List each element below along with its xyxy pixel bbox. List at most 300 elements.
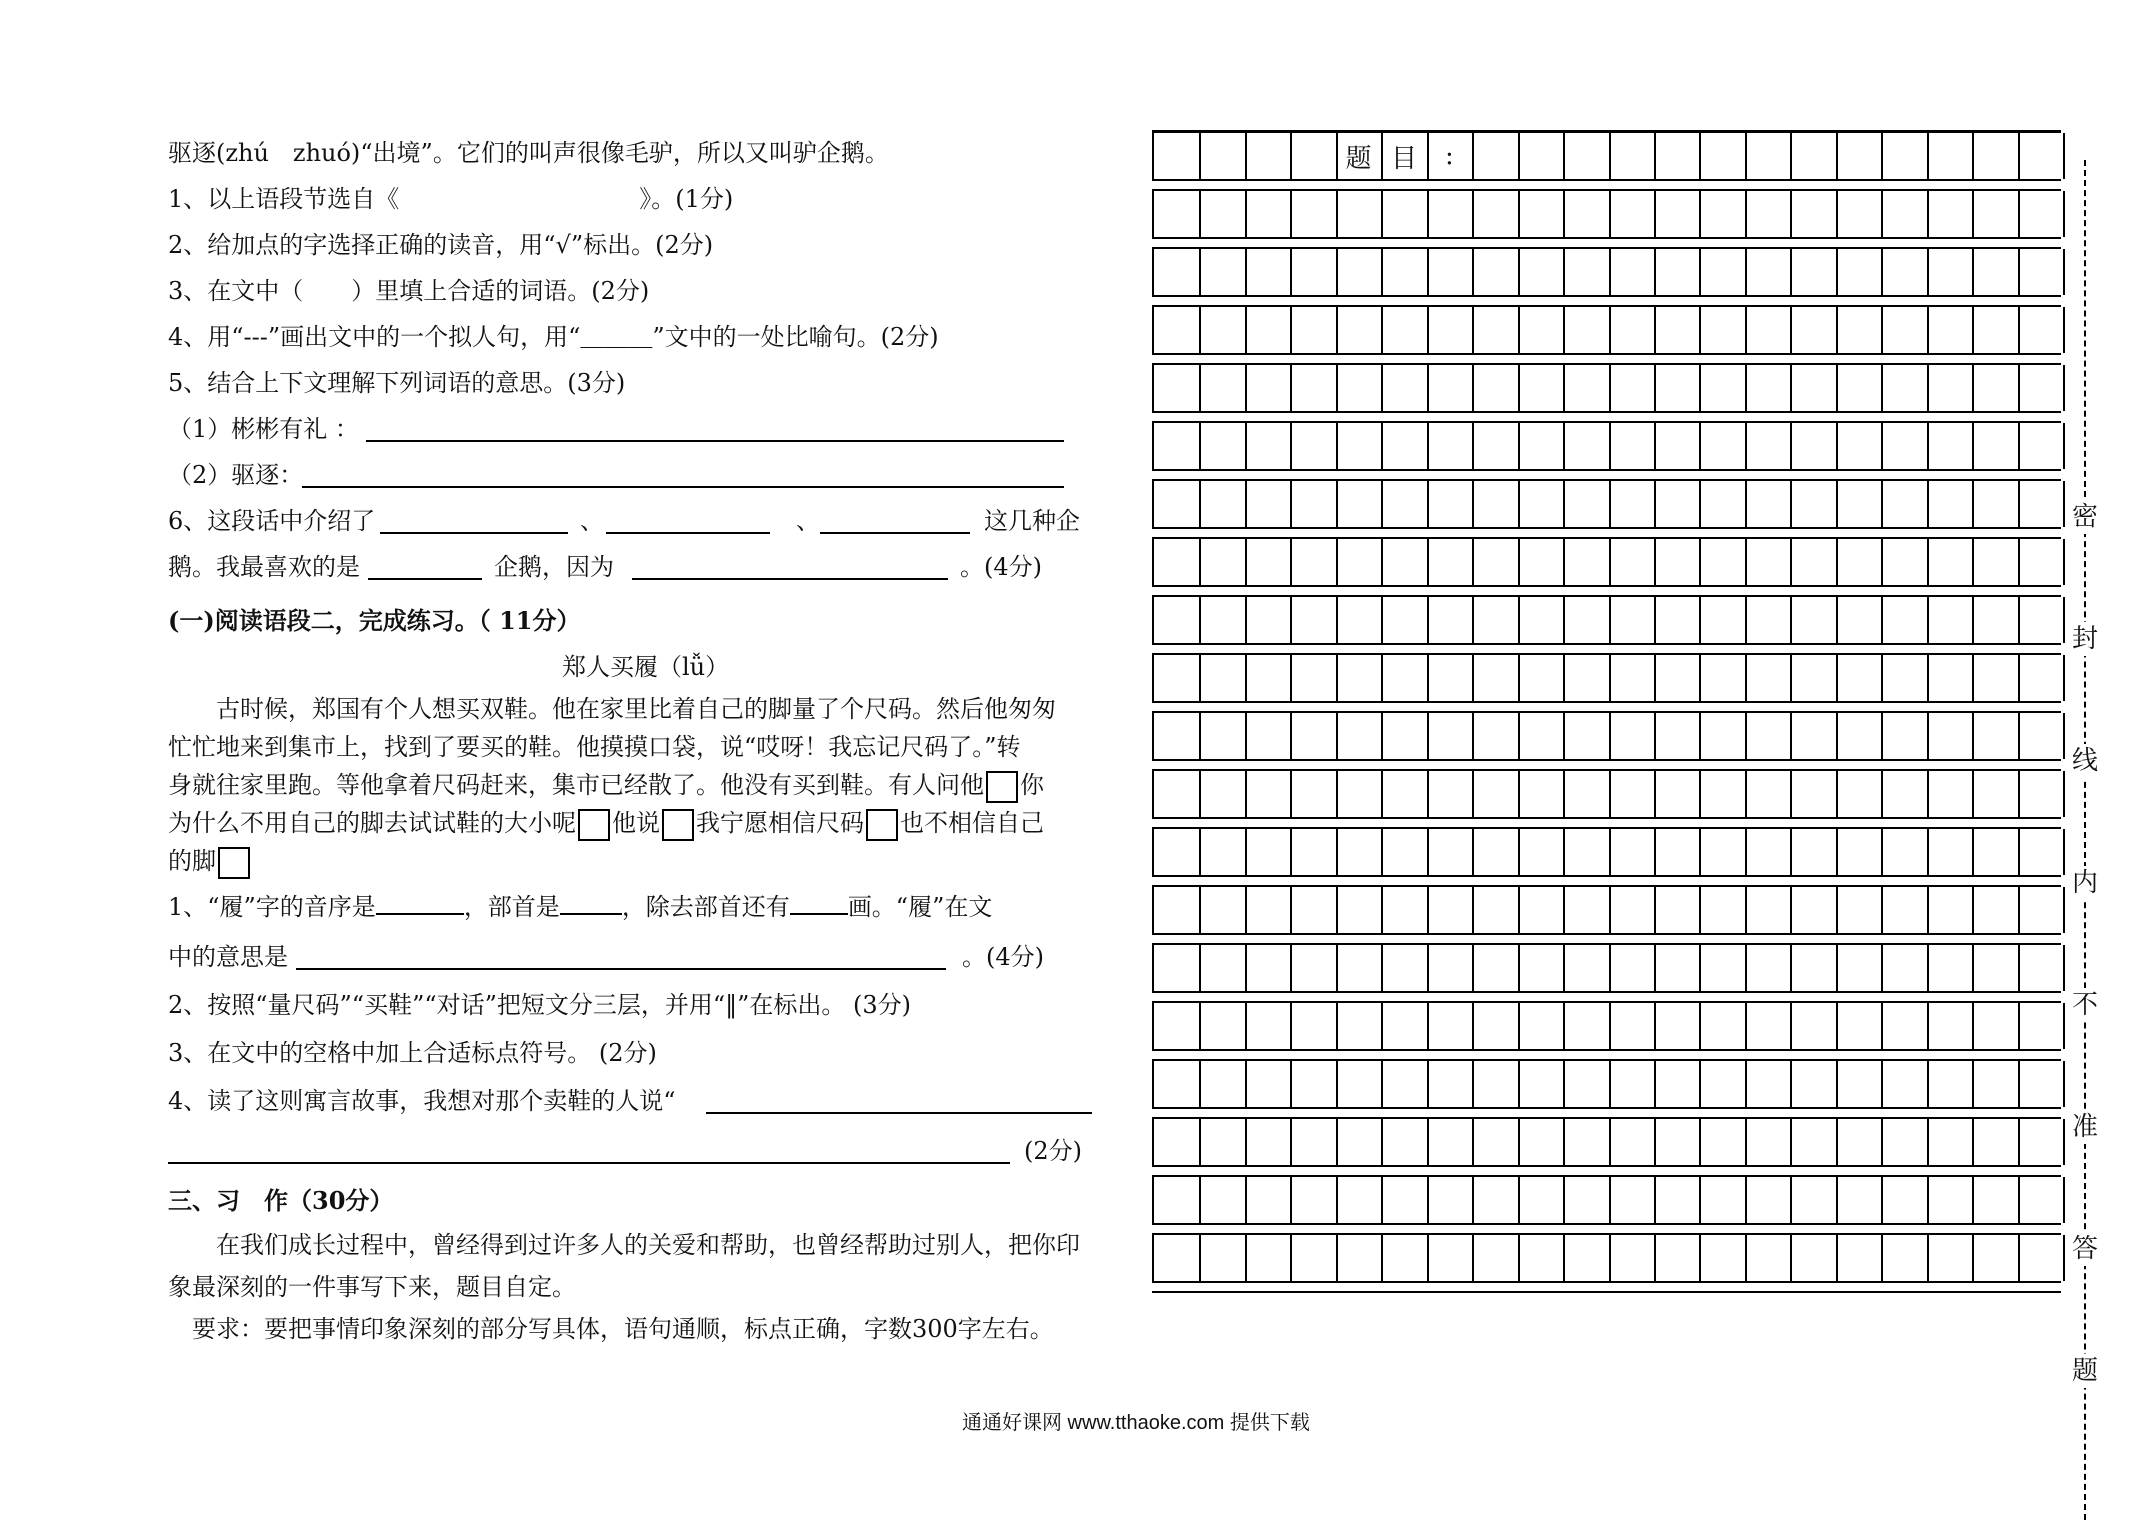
grid-cell-divider <box>1290 1003 1292 1049</box>
grid-cell-divider <box>1290 771 1292 817</box>
grid-cell-divider <box>1654 539 1656 585</box>
grid-cell-divider <box>1290 655 1292 701</box>
grid-cell-divider <box>1745 307 1747 353</box>
answer-line-6-1[interactable] <box>380 532 568 534</box>
grid-cell-divider <box>1836 945 1838 991</box>
grid-cell-divider <box>1336 481 1338 527</box>
grid-cell-divider <box>1290 1235 1292 1281</box>
grid-cell-divider <box>1518 713 1520 759</box>
grid-cell-divider <box>1427 539 1429 585</box>
grid-cell-divider <box>1563 945 1565 991</box>
grid-cell-divider <box>1972 365 1974 411</box>
grid-row[interactable] <box>1152 365 2065 411</box>
writing-prompt-1: 在我们成长过程中，曾经得到过许多人的关爱和帮助，也曾经帮助过别人，把你印 <box>216 1231 1080 1259</box>
grid-cell-divider <box>1290 829 1292 875</box>
grid-cell-divider <box>2018 307 2020 353</box>
grid-cell-divider <box>1245 945 1247 991</box>
grid-cell-divider <box>1563 133 1565 179</box>
grid-cell-divider <box>1927 539 1929 585</box>
grid-cell-divider <box>1745 1235 1747 1281</box>
story-line-3-text: 身就往家里跑。等他拿着尺码赶来，集市已经散了。他没有买到鞋。有人问他 <box>168 771 984 799</box>
reading-q3: 3、在文中的空格中加上合适标点符号。 (2分) <box>168 1039 657 1067</box>
grid-cell-divider <box>1972 1177 1974 1223</box>
grid-cell-divider <box>1427 423 1429 469</box>
grid-cell-divider <box>1199 597 1201 643</box>
grid-cell-divider <box>1563 191 1565 237</box>
grid-cell-divider <box>1745 423 1747 469</box>
grid-cell-divider <box>2018 191 2020 237</box>
reading-q4-score: (2分) <box>1024 1137 1082 1165</box>
grid-cell-divider <box>1427 655 1429 701</box>
grid-cell-divider <box>1245 887 1247 933</box>
grid-cell-divider <box>1745 539 1747 585</box>
composition-grid[interactable] <box>1152 130 2061 1293</box>
punctuation-box[interactable] <box>578 809 610 841</box>
grid-cell-divider <box>1745 655 1747 701</box>
grid-cell-divider <box>1381 597 1383 643</box>
grid-row-gap <box>1152 703 2061 711</box>
question-5-2-label: （2）驱逐： <box>168 461 304 489</box>
grid-cell-divider <box>1654 887 1656 933</box>
grid-cell-divider <box>1472 423 1474 469</box>
grid-row-gap <box>1152 1109 2061 1117</box>
grid-cell-divider <box>1609 1235 1611 1281</box>
grid-cell-divider <box>1745 829 1747 875</box>
grid-cell-divider <box>1927 365 1929 411</box>
grid-cell-divider <box>1336 1119 1338 1165</box>
grid-row[interactable] <box>1152 1235 2065 1281</box>
grid-cell-divider <box>1881 365 1883 411</box>
grid-cell-divider <box>1245 481 1247 527</box>
grid-cell-divider <box>1336 365 1338 411</box>
grid-row[interactable] <box>1152 597 2065 643</box>
punctuation-box[interactable] <box>662 809 694 841</box>
grid-cell-divider <box>1790 771 1792 817</box>
grid-cell-divider <box>1609 945 1611 991</box>
grid-cell-divider <box>1199 887 1201 933</box>
q6-sep2: 、 <box>796 507 820 535</box>
grid-row-gap <box>1152 1225 2061 1233</box>
grid-cell-divider <box>1699 1235 1701 1281</box>
story-line-2: 忙忙地来到集市上，找到了要买的鞋。他摸摸口袋，说“哎呀！我忘记尺码了。”转 <box>168 733 1021 761</box>
seal-dashed-line <box>2084 160 2086 1520</box>
punctuation-box[interactable] <box>218 847 250 879</box>
grid-cell-divider <box>1427 481 1429 527</box>
grid-cell-divider <box>1563 249 1565 295</box>
grid-cell-divider <box>1381 713 1383 759</box>
grid-cell-divider <box>2018 249 2020 295</box>
grid-cell-divider <box>1563 539 1565 585</box>
grid-cell-divider <box>1563 597 1565 643</box>
grid-row-gap <box>1152 471 2061 479</box>
grid-cell-divider <box>1836 597 1838 643</box>
grid-row[interactable] <box>1152 1177 2065 1223</box>
grid-row[interactable] <box>1152 307 2065 353</box>
grid-cell-divider <box>1881 539 1883 585</box>
grid-cell-divider <box>1881 481 1883 527</box>
grid-cell-divider <box>1472 249 1474 295</box>
grid-cell-divider <box>1927 597 1929 643</box>
grid-cell-divider <box>1699 481 1701 527</box>
question-5-1-label: （1）彬彬有礼 ： <box>168 415 359 443</box>
reading-q1-line2: 中的意思是 <box>168 943 288 971</box>
answer-blank-yinxu[interactable] <box>376 913 464 915</box>
grid-cell-divider <box>1699 1003 1701 1049</box>
grid-cell-divider <box>1199 249 1201 295</box>
grid-cell-divider <box>2018 1003 2020 1049</box>
grid-cell-divider <box>1972 1119 1974 1165</box>
grid-cell-divider <box>1745 249 1747 295</box>
grid-cell-divider <box>1790 365 1792 411</box>
grid-cell-divider <box>1563 713 1565 759</box>
grid-cell-divider <box>1745 597 1747 643</box>
grid-cell-divider <box>1881 771 1883 817</box>
grid-cell-divider <box>1836 771 1838 817</box>
grid-cell-divider <box>1745 713 1747 759</box>
grid-cell-divider <box>1745 1119 1747 1165</box>
grid-cell-divider <box>1336 1235 1338 1281</box>
grid-cell-divider <box>1927 945 1929 991</box>
grid-cell-divider <box>1790 423 1792 469</box>
grid-cell-divider <box>1790 1119 1792 1165</box>
grid-cell-divider <box>1836 365 1838 411</box>
reading-heading: (一)阅读语段二，完成练习。（ 11分） <box>168 606 581 635</box>
grid-cell-divider <box>1199 945 1201 991</box>
grid-cell-divider <box>1972 1061 1974 1107</box>
grid-cell-divider <box>1245 539 1247 585</box>
grid-cell-divider <box>1563 655 1565 701</box>
grid-cell-divider <box>1836 133 1838 179</box>
grid-cell-divider <box>1290 191 1292 237</box>
grid-cell-divider <box>1927 713 1929 759</box>
seal-char: 密 <box>2071 502 2098 532</box>
grid-cell-divider <box>1745 133 1747 179</box>
answer-line-q4-1[interactable] <box>706 1112 1092 1114</box>
grid-row[interactable] <box>1152 1119 2065 1165</box>
grid-cell-divider <box>1972 481 1974 527</box>
grid-cell-divider <box>1381 655 1383 701</box>
grid-cell-divider <box>1699 713 1701 759</box>
grid-cell-divider <box>1881 597 1883 643</box>
grid-cell-divider <box>1836 249 1838 295</box>
grid-cell-divider <box>1381 249 1383 295</box>
grid-row[interactable] <box>1152 191 2065 237</box>
grid-cell-divider <box>1972 307 1974 353</box>
grid-row-gap <box>1152 1283 2061 1291</box>
answer-line-5-1[interactable] <box>366 440 1064 442</box>
answer-line-6-5[interactable] <box>632 578 948 580</box>
grid-row[interactable] <box>1152 771 2065 817</box>
grid-cell-divider <box>1927 829 1929 875</box>
grid-cell-divider <box>1745 1177 1747 1223</box>
grid-cell-divider <box>2018 133 2020 179</box>
grid-cell-divider <box>1245 1119 1247 1165</box>
grid-cell-divider <box>1790 1177 1792 1223</box>
punctuation-box[interactable] <box>866 809 898 841</box>
grid-cell-divider <box>1654 771 1656 817</box>
grid-cell-divider <box>1927 481 1929 527</box>
grid-cell-divider <box>2018 481 2020 527</box>
grid-title-char: : <box>1445 141 1454 171</box>
grid-cell-divider <box>1654 1003 1656 1049</box>
story-line-4-b: 他说 <box>612 809 660 837</box>
grid-cell-divider <box>1199 481 1201 527</box>
grid-row[interactable] <box>1152 249 2065 295</box>
grid-cell-divider <box>1381 423 1383 469</box>
grid-row-rule <box>1152 1291 2061 1293</box>
seal-char: 内 <box>2071 868 2098 898</box>
grid-cell-divider <box>1290 481 1292 527</box>
grid-cell-divider <box>1790 307 1792 353</box>
grid-cell-divider <box>1563 423 1565 469</box>
grid-cell-divider <box>1199 365 1201 411</box>
r1-c: ，除去部首还有 <box>621 893 790 921</box>
grid-cell-divider <box>1836 1003 1838 1049</box>
grid-cell-divider <box>2018 1235 2020 1281</box>
grid-cell-divider <box>1699 249 1701 295</box>
grid-cell-divider <box>1790 597 1792 643</box>
answer-line-meaning[interactable] <box>296 968 946 970</box>
grid-cell-divider <box>1927 655 1929 701</box>
grid-cell-divider <box>1290 365 1292 411</box>
grid-cell-divider <box>1290 1119 1292 1165</box>
grid-cell-divider <box>2018 713 2020 759</box>
grid-cell-divider <box>1563 307 1565 353</box>
answer-line-6-3[interactable] <box>820 532 970 534</box>
grid-cell-divider <box>1336 597 1338 643</box>
grid-row[interactable] <box>1152 887 2065 933</box>
grid-cell-divider <box>1518 771 1520 817</box>
grid-cell-divider <box>1563 481 1565 527</box>
grid-cell-divider <box>1836 713 1838 759</box>
grid-cell-divider <box>1427 829 1429 875</box>
grid-cell-divider <box>1609 365 1611 411</box>
grid-cell-divider <box>1699 771 1701 817</box>
grid-cell-divider <box>1290 597 1292 643</box>
grid-row[interactable] <box>1152 829 2065 875</box>
grid-cell-divider <box>1518 1119 1520 1165</box>
answer-line-6-2[interactable] <box>606 532 770 534</box>
grid-cell-divider <box>1881 829 1883 875</box>
grid-cell-divider <box>1609 713 1611 759</box>
grid-cell-divider <box>1699 597 1701 643</box>
question-2: 2、给加点的字选择正确的读音，用“√”标出。(2分) <box>168 231 714 259</box>
reading-q1-score: 。(4分) <box>962 943 1044 971</box>
grid-cell-divider <box>2018 945 2020 991</box>
grid-cell-divider <box>1790 249 1792 295</box>
grid-row[interactable] <box>1152 539 2065 585</box>
grid-row[interactable] <box>1152 1061 2065 1107</box>
grid-cell-divider <box>1381 307 1383 353</box>
grid-cell-divider <box>1563 365 1565 411</box>
grid-cell-divider <box>1927 771 1929 817</box>
grid-cell-divider <box>1927 307 1929 353</box>
story-line-5 <box>168 846 252 879</box>
grid-cell-divider <box>1881 1061 1883 1107</box>
grid-cell-divider <box>1790 539 1792 585</box>
grid-cell-divider <box>1881 1119 1883 1165</box>
answer-line-q4-2[interactable] <box>168 1162 1010 1164</box>
story-line-4-c: 我宁愿相信尺码 <box>696 809 864 837</box>
grid-cell-divider <box>1654 365 1656 411</box>
grid-cell-divider <box>1427 887 1429 933</box>
grid-cell-divider <box>1472 945 1474 991</box>
grid-cell-divider <box>1654 1061 1656 1107</box>
grid-cell-divider <box>1245 829 1247 875</box>
grid-row[interactable] <box>1152 133 2065 179</box>
question-3: 3、在文中（ ）里填上合适的词语。(2分) <box>168 277 650 305</box>
grid-cell-divider <box>1927 423 1929 469</box>
grid-title-char: 目 <box>1390 143 1417 174</box>
grid-cell-divider <box>1609 597 1611 643</box>
answer-blank-hua[interactable] <box>790 913 848 915</box>
grid-cell-divider <box>1472 191 1474 237</box>
grid-cell-divider <box>1609 1061 1611 1107</box>
grid-cell-divider <box>1518 1003 1520 1049</box>
grid-cell-divider <box>1518 307 1520 353</box>
passage-end-line: 驱逐(zhú zhuó)“出境”。它们的叫声很像毛驴，所以又叫驴企鹅。 <box>168 139 889 167</box>
grid-row[interactable] <box>1152 1003 2065 1049</box>
grid-cell-divider <box>1518 945 1520 991</box>
grid-cell-divider <box>1699 1177 1701 1223</box>
grid-cell-divider <box>1381 1119 1383 1165</box>
grid-cell-divider <box>1245 423 1247 469</box>
grid-row[interactable] <box>1152 655 2065 701</box>
grid-cell-divider <box>1563 1003 1565 1049</box>
grid-cell-divider <box>1427 307 1429 353</box>
grid-cell-divider <box>1654 307 1656 353</box>
grid-cell-divider <box>1290 887 1292 933</box>
grid-cell-divider <box>1745 1003 1747 1049</box>
answer-blank-bushou[interactable] <box>560 913 622 915</box>
grid-cell-divider <box>1199 771 1201 817</box>
grid-cell-divider <box>1609 1003 1611 1049</box>
grid-cell-divider <box>1609 249 1611 295</box>
answer-line-6-4[interactable] <box>368 578 482 580</box>
grid-cell-divider <box>1336 771 1338 817</box>
grid-cell-divider <box>1745 365 1747 411</box>
grid-cell-divider <box>1290 945 1292 991</box>
grid-cell-divider <box>1245 307 1247 353</box>
grid-cell-divider <box>2018 539 2020 585</box>
grid-cell-divider <box>1790 1235 1792 1281</box>
grid-cell-divider <box>1836 1061 1838 1107</box>
grid-row[interactable] <box>1152 481 2065 527</box>
punctuation-box[interactable] <box>986 771 1018 803</box>
grid-cell-divider <box>1927 1119 1929 1165</box>
grid-cell-divider <box>1245 1177 1247 1223</box>
grid-cell-divider <box>1881 249 1883 295</box>
grid-cell-divider <box>1381 191 1383 237</box>
grid-cell-divider <box>1790 945 1792 991</box>
grid-cell-divider <box>1381 1061 1383 1107</box>
grid-cell-divider <box>1654 945 1656 991</box>
grid-cell-divider <box>1699 307 1701 353</box>
grid-cell-divider <box>1518 1061 1520 1107</box>
grid-cell-divider <box>1972 133 1974 179</box>
seal-char: 封 <box>2071 624 2098 654</box>
grid-cell-divider <box>1472 1235 1474 1281</box>
grid-cell-divider <box>1836 1177 1838 1223</box>
grid-row[interactable] <box>1152 713 2065 759</box>
grid-cell-divider <box>1881 1177 1883 1223</box>
grid-cell-divider <box>1427 1119 1429 1165</box>
grid-cell-divider <box>1654 423 1656 469</box>
grid-cell-divider <box>1518 249 1520 295</box>
grid-cell-divider <box>1609 539 1611 585</box>
grid-cell-divider <box>1881 307 1883 353</box>
question-5: 5、结合上下文理解下列词语的意思。(3分) <box>168 369 626 397</box>
grid-cell-divider <box>1518 597 1520 643</box>
grid-cell-divider <box>1972 655 1974 701</box>
grid-cell-divider <box>1654 481 1656 527</box>
reading-q1-line1 <box>168 892 992 922</box>
grid-cell-divider <box>1245 1003 1247 1049</box>
grid-row-gap <box>1152 239 2061 247</box>
grid-cell-divider <box>1472 539 1474 585</box>
grid-cell-divider <box>1199 1003 1201 1049</box>
grid-cell-divider <box>1790 887 1792 933</box>
grid-cell-divider <box>1745 1061 1747 1107</box>
grid-cell-divider <box>1427 1061 1429 1107</box>
grid-cell-divider <box>1518 539 1520 585</box>
grid-cell-divider <box>1699 655 1701 701</box>
grid-cell-divider <box>1245 1061 1247 1107</box>
grid-cell-divider <box>1836 887 1838 933</box>
question-6-start: 6、这段话中介绍了 <box>168 507 376 535</box>
reading-q4: 4、读了这则寓言故事，我想对那个卖鞋的人说“ <box>168 1087 676 1115</box>
grid-cell-divider <box>1654 655 1656 701</box>
grid-row-gap <box>1152 993 2061 1001</box>
grid-cell-divider <box>2018 365 2020 411</box>
grid-row-gap <box>1152 819 2061 827</box>
grid-row-gap <box>1152 587 2061 595</box>
grid-cell-divider <box>1699 1119 1701 1165</box>
grid-cell-divider <box>1336 539 1338 585</box>
grid-cell-divider <box>1972 887 1974 933</box>
grid-cell-divider <box>1336 1177 1338 1223</box>
grid-cell-divider <box>1381 945 1383 991</box>
grid-cell-divider <box>1381 1003 1383 1049</box>
seal-char: 答 <box>2071 1234 2098 1264</box>
grid-cell-divider <box>1881 713 1883 759</box>
grid-row[interactable] <box>1152 423 2065 469</box>
grid-cell-divider <box>1609 829 1611 875</box>
grid-cell-divider <box>1427 771 1429 817</box>
grid-cell-divider <box>1609 423 1611 469</box>
grid-cell-divider <box>1427 191 1429 237</box>
grid-cell-divider <box>1336 887 1338 933</box>
grid-cell-divider <box>1972 771 1974 817</box>
q6-sep1: 、 <box>580 507 604 535</box>
grid-cell-divider <box>2018 1061 2020 1107</box>
answer-line-5-2[interactable] <box>302 486 1064 488</box>
grid-row[interactable] <box>1152 945 2065 991</box>
grid-cell-divider <box>1518 481 1520 527</box>
grid-cell-divider <box>1336 713 1338 759</box>
grid-cell-divider <box>1381 887 1383 933</box>
grid-cell-divider <box>1199 539 1201 585</box>
grid-cell-divider <box>1881 945 1883 991</box>
grid-cell-divider <box>1609 655 1611 701</box>
grid-cell-divider <box>1790 713 1792 759</box>
grid-cell-divider <box>1745 481 1747 527</box>
grid-cell-divider <box>1972 597 1974 643</box>
grid-cell-divider <box>1245 771 1247 817</box>
question-4: 4、用“---”画出文中的一个拟人句，用“＿＿＿”文中的一处比喻句。(2分) <box>168 323 939 351</box>
grid-cell-divider <box>1654 713 1656 759</box>
grid-cell-divider <box>1563 1119 1565 1165</box>
